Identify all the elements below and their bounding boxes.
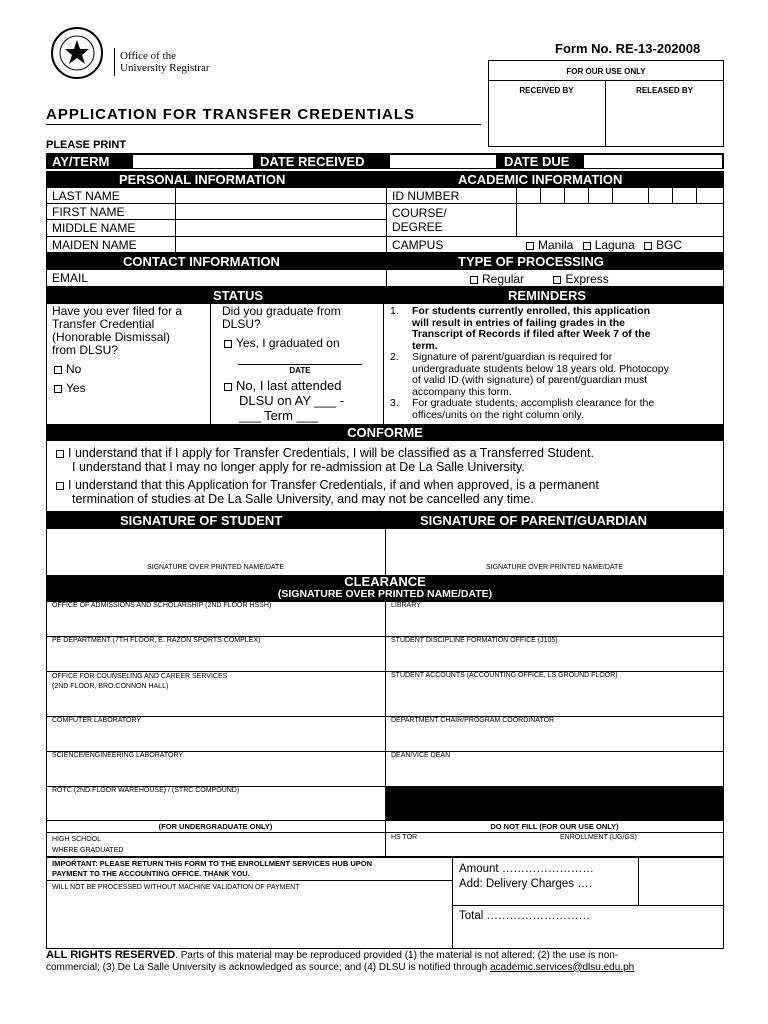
- form-number: Form No. RE-13-202008: [555, 41, 701, 56]
- graduated-yes-option: Yes, I graduated on: [224, 336, 340, 350]
- undergrad-only-label: (FOR UNDERGRADUATE ONLY): [158, 822, 273, 831]
- clearance-admissions: OFFICE OF ADMISSIONS AND SCHOLARSHIP (2ND FLOOR HSSH): [52, 602, 272, 609]
- graduated-yes-checkbox[interactable]: [224, 340, 232, 348]
- status-header-bar: STATUS REMINDERS: [46, 287, 724, 303]
- amount-label: Amount ……………………: [459, 863, 594, 875]
- clearance-header-bar: CLEARANCE (SIGNATURE OVER PRINTED NAME/DATE): [46, 575, 724, 601]
- important-notice: IMPORTANT: PLEASE RETURN THIS FORM TO THE ENROLLMENT SERVICES HUB UPON PAYMENT TO THE ACCOUNTING OFFICE. THANK YOU.: [52, 859, 373, 878]
- first-name-label: FIRST NAME: [52, 205, 125, 219]
- processing-options: Regular Express: [470, 272, 609, 286]
- please-print: PLEASE PRINT: [46, 139, 127, 151]
- graduated-no-checkbox[interactable]: [224, 383, 232, 391]
- office-use-blackout: [385, 786, 724, 820]
- dlsu-seal-logo: [44, 26, 110, 80]
- conforme-1-checkbox[interactable]: [56, 450, 64, 458]
- academic-services-email-link[interactable]: academic.services@dlsu.edu.ph: [490, 961, 635, 973]
- ay-term-field[interactable]: [133, 155, 253, 168]
- maiden-name-field[interactable]: [176, 237, 385, 252]
- filed-no-option: No: [54, 362, 81, 376]
- form-title: APPLICATION FOR TRANSFER CREDENTIALS: [46, 106, 416, 123]
- our-use-label: FOR OUR USE ONLY: [566, 67, 646, 76]
- campus-bgc-checkbox[interactable]: [644, 242, 652, 250]
- date-due-field[interactable]: [584, 155, 722, 168]
- filed-no-checkbox[interactable]: [54, 366, 62, 374]
- total-label: Total ………………………: [459, 910, 590, 922]
- course-label: COURSE/ DEGREE: [392, 206, 447, 234]
- conforme-header-bar: CONFORME: [46, 424, 724, 440]
- rights-notice: ALL RIGHTS RESERVED. Parts of this material may be reproduced provided (1) the material is not altered; (2) the use is non- commercial; (3) De La Salle University is acknowledged as source; and (4) DLSU is notified through academic.services@dlsu.edu.ph: [46, 949, 635, 973]
- clearance-dean: DEAN/VICE DEAN: [391, 752, 451, 759]
- conforme-2-checkbox[interactable]: [56, 482, 64, 490]
- payment-amounts: [459, 862, 594, 892]
- parent-signature-caption: SIGNATURE OVER PRINTED NAME/DATE: [485, 564, 624, 571]
- campus-manila-checkbox[interactable]: [526, 242, 534, 250]
- contact-header-bar: CONTACT INFORMATION TYPE OF PROCESSING: [46, 253, 724, 269]
- clearance-computer-lab: COMPUTER LABORATORY: [52, 717, 142, 724]
- validation-notice: WILL NOT BE PROCESSED WITHOUT MACHINE VALIDATION OF PAYMENT: [52, 884, 300, 891]
- clearance-student-accounts: STUDENT ACCOUNTS (ACCOUNTING OFFICE, LS GROUND FLOOR): [391, 672, 618, 679]
- conforme-statement-1: I understand that if I apply for Transfer Credentials, I will be classified as a Transferred Student. I understand that I may no longer apply for re-admission at De La Salle University.: [56, 447, 594, 474]
- office-name: Office of the University Registrar: [120, 50, 210, 74]
- middle-name-field[interactable]: [176, 220, 385, 235]
- delivery-charges-label: Add: Delivery Charges ….: [459, 878, 592, 890]
- last-name-label: LAST NAME: [52, 189, 120, 203]
- conforme-statement-2: I understand that this Application for Transfer Credentials, if and when approved, is a permanent termination of studies at De La Salle University, and may not be cancelled any time.: [56, 479, 599, 506]
- ay-term-bar: AY/TERM DATE RECEIVED DATE DUE: [46, 153, 724, 169]
- course-degree-field[interactable]: [517, 204, 723, 235]
- first-name-field[interactable]: [176, 204, 385, 218]
- clearance-department-chair: DEPARTMENT CHAIR/PROGRAM COORDINATOR: [391, 717, 555, 724]
- clearance-rotc: ROTC (2ND FLOOR WAREHOUSE) / (STRC COMPOUND): [52, 787, 240, 794]
- campus-label: CAMPUS: [392, 238, 444, 252]
- received-by-label: RECEIVED BY: [519, 86, 574, 95]
- filed-yes-option: Yes: [54, 381, 86, 395]
- clearance-discipline-office: STUDENT DISCIPLINE FORMATION OFFICE (J105): [391, 637, 558, 644]
- student-signature-caption: SIGNATURE OVER PRINTED NAME/DATE: [146, 564, 285, 571]
- date-received-field[interactable]: [390, 155, 496, 168]
- last-name-field[interactable]: [176, 188, 385, 202]
- clearance-pe-department: PE DEPARTMENT (7TH FLOOR, E. RAZON SPORTS COMPLEX): [52, 637, 261, 644]
- filed-before-question: Have you ever filed for a Transfer Credential (Honorable Dismissal) from DLSU?: [52, 304, 183, 357]
- hs-tor-label: HS TOR: [391, 834, 418, 841]
- clearance-counseling: OFFICE FOR COUNSELING AND CAREER SERVICES (2ND FLOOR, BRO.CONNON HALL): [52, 673, 228, 690]
- graduated-question: Did you graduate from DLSU?: [222, 304, 341, 331]
- do-not-fill-label: DO NOT FILL (FOR OUR USE ONLY): [490, 822, 619, 831]
- id-number-label: ID NUMBER: [392, 189, 460, 203]
- reminders-list: 1. For students currently enrolled, this application will result in entries of failing grades in the Transcript of Records if filed after Week 7 of the term. 2. Signature of parent/guardian is required for undergraduate students below 18 years old. Photocopy of valid ID (with signature) of parent/guardian must accompany this form. 3. For graduate students, accomplish clearance for the offices/units on the right column only.: [390, 305, 669, 421]
- high-school-label: HIGH SCHOOL WHERE GRADUATED: [52, 836, 124, 854]
- middle-name-label: MIDDLE NAME: [52, 221, 136, 235]
- clearance-library: LIBRARY: [391, 602, 421, 609]
- info-header-bar: PERSONAL INFORMATION ACADEMIC INFORMATION: [46, 171, 724, 187]
- clearance-science-lab: SCIENCE/ENGINEERING LABORATORY: [52, 752, 184, 759]
- express-checkbox[interactable]: [553, 276, 561, 284]
- email-field[interactable]: [100, 270, 384, 286]
- released-by-label: RELEASED BY: [636, 86, 693, 95]
- campus-laguna-checkbox[interactable]: [583, 242, 591, 250]
- maiden-name-label: MAIDEN NAME: [52, 238, 137, 252]
- enrollment-label: ENROLLMENT (UG/GS): [560, 834, 637, 841]
- date-label: DATE: [289, 366, 311, 375]
- campus-options: Manila Laguna BGC: [526, 238, 682, 252]
- email-label: EMAIL: [52, 271, 89, 285]
- regular-checkbox[interactable]: [470, 276, 478, 284]
- signature-header-bar: SIGNATURE OF STUDENT SIGNATURE OF PARENT/GUARDIAN: [46, 512, 724, 528]
- filed-yes-checkbox[interactable]: [54, 385, 62, 393]
- graduated-no-option: No, I last attended DLSU on AY ___ - ___ Term ___: [224, 378, 344, 423]
